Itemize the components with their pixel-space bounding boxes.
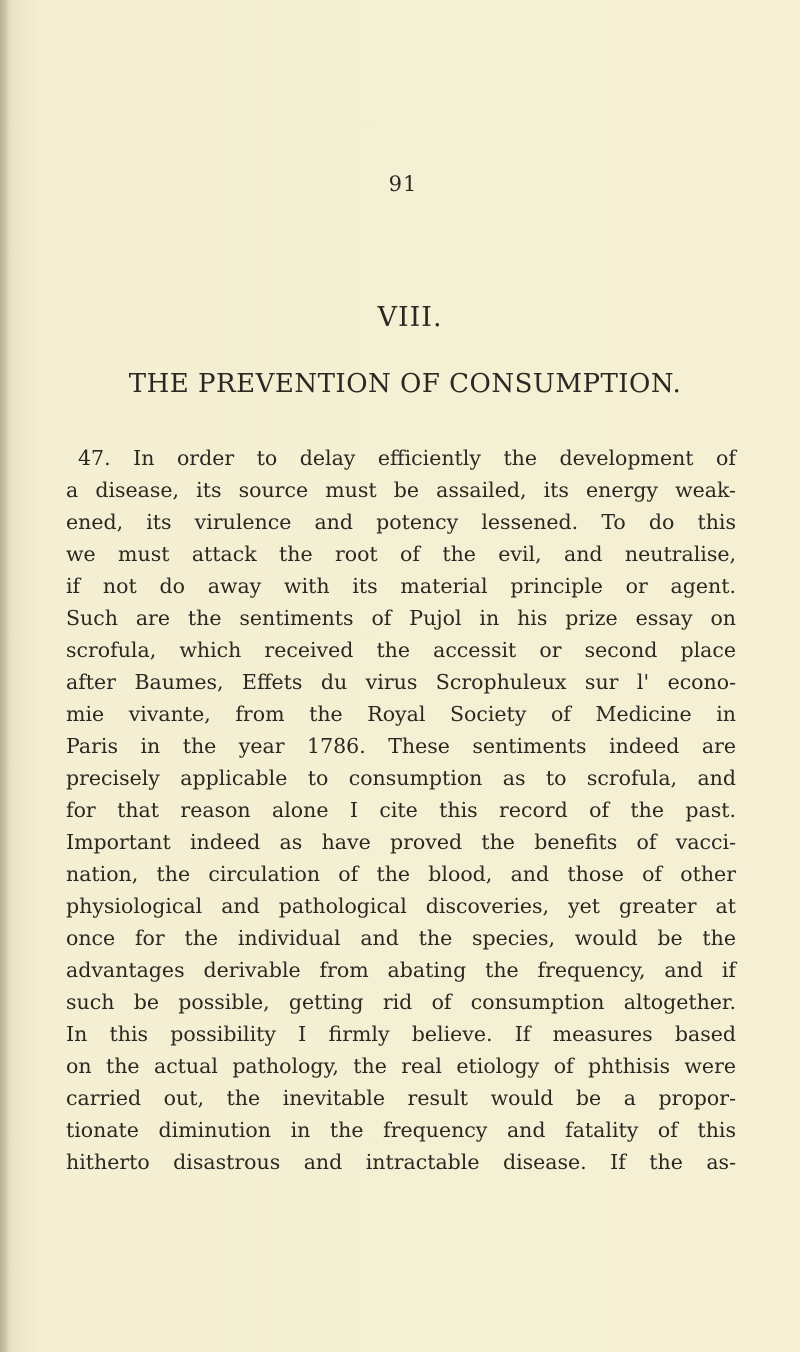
text-line: such be possible, getting rid of consumption altogether. [66,990,736,1014]
chapter-number: VIII. [377,302,443,333]
text-line: Important indeed as have proved the benefits of vacci- [66,830,736,854]
text-line: if not do away with its material principle or agent. [66,574,736,598]
text-line: hitherto disastrous and intractable disease. If the as- [66,1150,736,1174]
text-line: on the actual pathology, the real etiology of phthisis were [66,1054,736,1078]
text-line: precisely applicable to consumption as to scrofula, and [66,766,736,790]
text-line: nation, the circulation of the blood, and those of other [66,862,736,886]
text-line: scrofula, which received the accessit or second place [66,638,736,662]
text-line: for that reason alone I cite this record of the past. [66,798,736,822]
text-line: mie vivante, from the Royal Society of Medicine in [66,702,736,726]
text-line: Such are the sentiments of Pujol in his prize essay on [66,606,736,630]
text-line: carried out, the inevitable result would be a propor- [66,1086,736,1110]
text-line: advantages derivable from abating the frequency, and if [66,958,736,982]
text-line: Paris in the year 1786. These sentiments indeed are [66,734,736,758]
text-line: 47. In order to delay efficiently the development of [78,446,736,470]
chapter-title: THE PREVENTION OF CONSUMPTION. [128,369,682,399]
text-line: In this possibility I firmly believe. If measures based [66,1022,736,1046]
text-line: ened, its virulence and potency lessened. To do this [66,510,736,534]
paragraph-47 [66,442,736,1178]
text-line: we must attack the root of the evil, and neutralise, [66,542,736,566]
text-line: after Baumes, Effets du virus Scrophuleux sur l' econo- [66,670,736,694]
text-line: a disease, its source must be assailed, its energy weak- [66,478,736,502]
page-number: 91 [388,172,418,196]
text-line: physiological and pathological discoveries, yet greater at [66,894,736,918]
text-line: once for the individual and the species, would be the [66,926,736,950]
text-line: tionate diminution in the frequency and fatality of this [66,1118,736,1142]
page-spine-shadow [0,0,10,1352]
